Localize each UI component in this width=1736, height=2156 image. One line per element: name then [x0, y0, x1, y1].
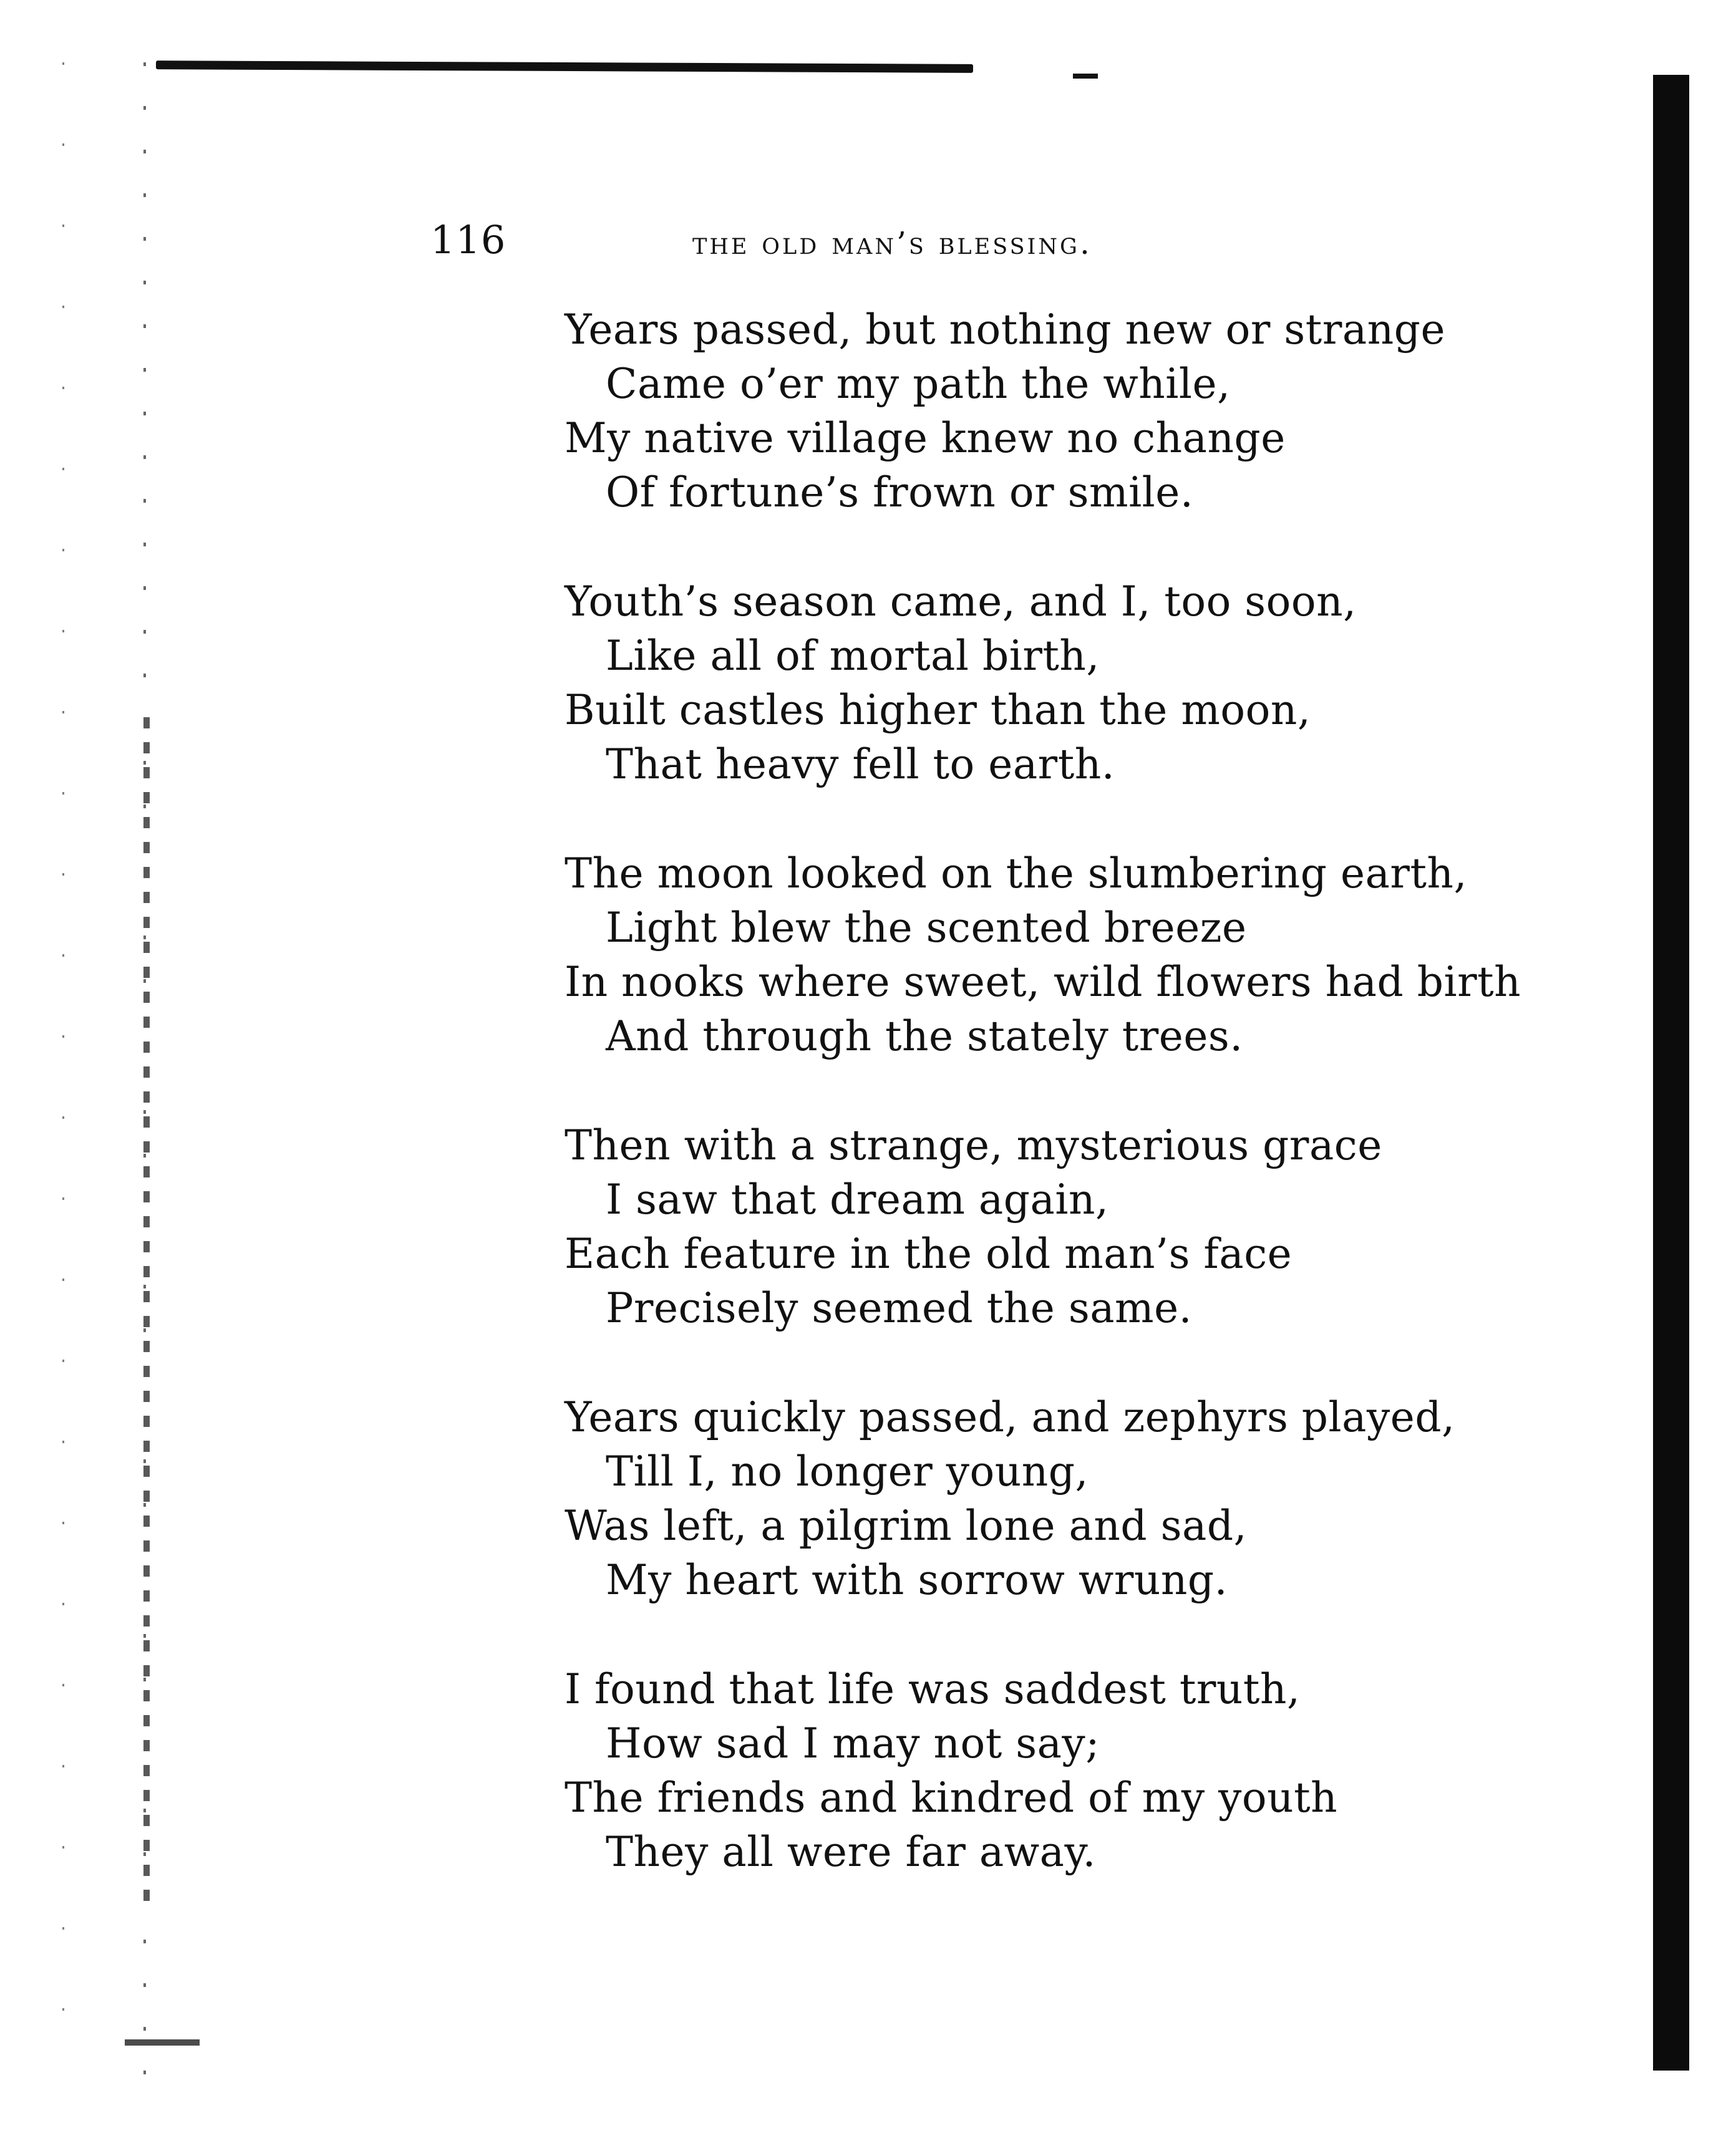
poem-line: The friends and kindred of my youth — [565, 1774, 1338, 1822]
poem-line: And through the stately trees. — [606, 1012, 1243, 1060]
stanza-2 — [565, 574, 1563, 791]
poem-line: Youth’s season came, and I, too soon, — [565, 578, 1357, 626]
stanza-3 — [565, 846, 1563, 1063]
scan-margin-artifacts — [37, 62, 200, 2089]
poem-line: In nooks where sweet, wild flowers had birth — [565, 958, 1521, 1006]
running-head: the old man’s blessing. — [692, 225, 1092, 261]
poem-line: Light blew the scented breeze — [606, 904, 1247, 952]
poem-line: Precisely seemed the same. — [606, 1284, 1193, 1332]
poem-line: My native village knew no change — [565, 414, 1286, 462]
poem-line: They all were far away. — [606, 1828, 1097, 1876]
poem-line: Till I, no longer young, — [606, 1448, 1089, 1496]
poem-line: Then with a strange, mysterious grace — [565, 1121, 1382, 1169]
poem-line: Each feature in the old man’s face — [565, 1230, 1292, 1278]
poem-line: Of fortune’s frown or smile. — [606, 468, 1194, 516]
page-edge-bar — [1653, 75, 1689, 2071]
stanza-6 — [565, 1662, 1563, 1879]
stanza-4 — [565, 1118, 1563, 1335]
poem-line: Years passed, but nothing new or strange — [565, 306, 1446, 354]
poem — [565, 302, 1563, 1934]
poem-line: Built castles higher than the moon, — [565, 686, 1311, 734]
poem-line: I found that life was saddest truth, — [565, 1665, 1301, 1713]
page-number: 116 — [430, 217, 507, 263]
poem-line: How sad I may not say; — [606, 1719, 1100, 1767]
poem-line: I saw that dream again, — [606, 1176, 1109, 1224]
poem-line: That heavy fell to earth. — [606, 740, 1115, 788]
page-header — [430, 215, 1266, 278]
poem-line: The moon looked on the slumbering earth, — [565, 849, 1467, 897]
poem-line: My heart with sorrow wrung. — [606, 1556, 1228, 1604]
poem-line: Like all of mortal birth, — [606, 632, 1100, 680]
stanza-1 — [565, 302, 1563, 520]
poem-line: Years quickly passed, and zephyrs played, — [565, 1393, 1455, 1441]
top-rule — [156, 60, 973, 73]
top-rule-mark — [1073, 74, 1098, 79]
poem-line: Was left, a pilgrim lone and sad, — [565, 1502, 1248, 1550]
stanza-5 — [565, 1390, 1563, 1607]
poem-line: Came o’er my path the while, — [606, 360, 1231, 408]
